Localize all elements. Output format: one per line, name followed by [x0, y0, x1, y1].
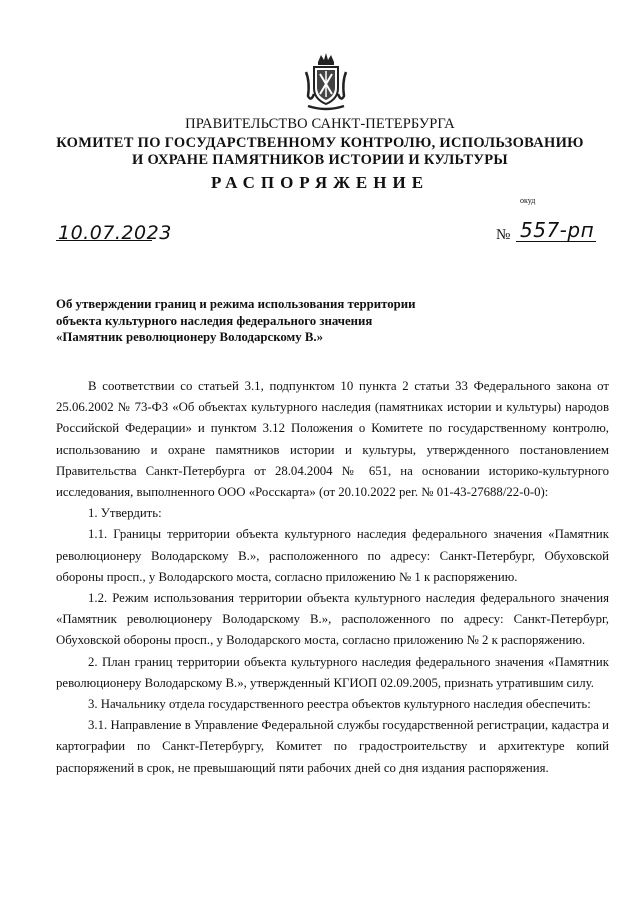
- clause-2: 2. План границ территории объекта культурного наследия федерального значения «Памятник революционеру Володарскому В.», утвержденный КГИОП 02.09.2005, признать утратившим силу.: [56, 654, 609, 690]
- clause-3-1: 3.1. Направление в Управление Федеральной службы государственной регистрации, кадастра и картографии по Санкт-Петербургу, Комитет по градостроительству и архитектуре копий распоряжений в срок, не превышающий пяти рабочих дней со дня издания распоряжения.: [56, 718, 609, 775]
- okud-label: окуд: [520, 196, 536, 205]
- document-number-label: №: [496, 227, 511, 243]
- number-underline: [516, 241, 596, 242]
- coat-of-arms-emblem: [302, 52, 350, 112]
- date-underline: [56, 240, 152, 241]
- subject-line3: «Памятник революционеру Володарскому В.»: [56, 330, 323, 344]
- document-type-title: РАСПОРЯЖЕНИЕ: [210, 173, 430, 192]
- preamble-paragraph: В соответствии со статьей 3.1, подпунктом 10 пункта 2 статьи 33 Федерального закона от 25.06.2002 № 73-ФЗ «Об объектах культурного наследия (памятниках истории и культуры) народов Российской Федерации» и пунктом 3.12 Положения о Комитете по государственному контролю, использованию и охране памятников истории и культуры, утвержденного постановлением Правительства Санкт-Петербурга от 28.04.2004 № 651, на основании историко-культурного исследования, выполненного ООО «Росскарта» (от 20.10.2022 рег. № 01-43-27688/22-0-0):: [56, 379, 609, 500]
- committee-title-line1: КОМИТЕТ ПО ГОСУДАРСТВЕННОМУ КОНТРОЛЮ, ИСПОЛЬЗОВАНИЮ: [56, 135, 584, 151]
- document-body: [56, 376, 609, 779]
- subject-line2: объекта культурного наследия федерального значения: [56, 313, 373, 328]
- subject-line1: Об утверждении границ и режима использования территории: [56, 297, 416, 311]
- clause-3: 3. Начальнику отдела государственного реестра объектов культурного наследия обеспечить:: [88, 697, 591, 712]
- document-number: 557-рп: [520, 218, 595, 242]
- committee-title-line2: И ОХРАНЕ ПАМЯТНИКОВ ИСТОРИИ И КУЛЬТУРЫ: [132, 152, 508, 168]
- clause-1-1: 1.1. Границы территории объекта культурного наследия федерального значения «Памятник революционеру Володарскому В.», расположенного по адресу: Санкт-Петербург, Обуховской обороны просп., у Володарского моста, согласно приложению № 1 к распоряжению.: [56, 527, 609, 584]
- clause-1: 1. Утвердить:: [88, 506, 162, 521]
- clause-1-2: 1.2. Режим использования территории объекта культурного наследия федерального значения «Памятник революционеру Володарскому В.», расположенного по адресу: Санкт-Петербург, Обуховской обороны просп., у Володарского моста, согласно приложению № 2 к распоряжению.: [56, 591, 609, 648]
- document-subject: [56, 296, 476, 346]
- document-date: 10.07.2023: [58, 222, 172, 244]
- government-title: ПРАВИТЕЛЬСТВО САНКТ-ПЕТЕРБУРГА: [185, 116, 455, 132]
